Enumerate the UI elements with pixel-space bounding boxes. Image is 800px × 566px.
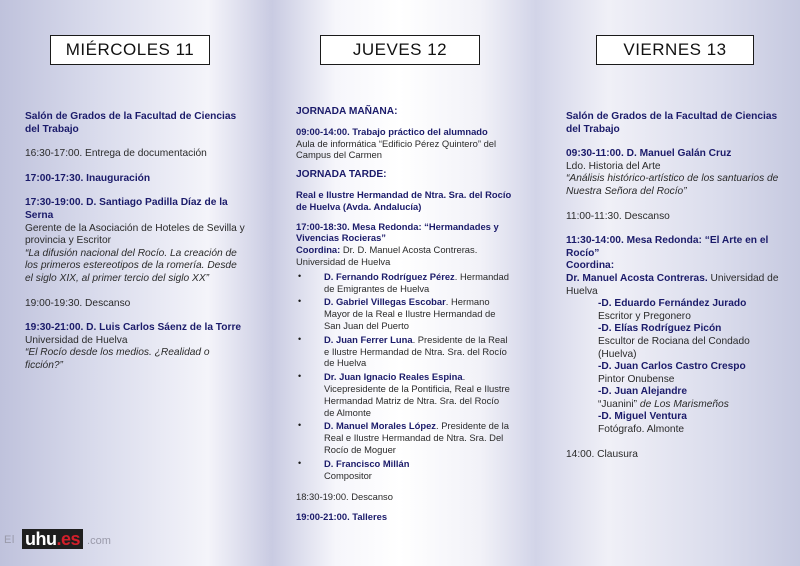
bullet-icon: • xyxy=(298,371,302,382)
afternoon-title: JORNADA TARDE: xyxy=(296,169,387,181)
panelist-desc-italic: de Los Marismeños xyxy=(637,398,729,410)
panelist-desc: Pintor Onubense xyxy=(598,373,675,385)
panelist-desc-row xyxy=(598,399,788,412)
event-talk-title: 17:30-19:00. D. Santiago Padilla Díaz de la Serna xyxy=(25,197,228,221)
header-friday-label: VIERNES 13 xyxy=(623,40,727,59)
round-table-coordinator xyxy=(296,244,512,268)
bullet-icon: • xyxy=(298,270,302,281)
event-speaker-desc: Ldo. Historia del Arte xyxy=(566,160,661,172)
event-speaker-desc: Gerente de la Asociación de Hoteles de Sevilla y provincia y Escritor xyxy=(25,222,245,247)
panelist-desc: Escritor y Pregonero xyxy=(598,310,691,322)
list-item xyxy=(296,420,512,455)
event-break: 19:00-19:30. Descanso xyxy=(25,297,131,309)
event-break: 11:00-11:30. Descanso xyxy=(566,210,670,222)
event-talk-title: 19:30-21:00. D. Luis Carlos Sáenz de la Torre xyxy=(25,322,242,334)
event-talk-name: “La difusión nacional del Rocío. La creación de los primeros estereotipos de la romería. Desde el siglo XIX, al primer tercio del siglo XX” xyxy=(25,247,237,284)
header-wednesday-label: MIÉRCOLES 11 xyxy=(65,40,195,59)
panelist-name: D. Gabriel Villegas Escobar xyxy=(324,296,446,308)
header-thursday-label: JUEVES 12 xyxy=(352,40,448,59)
event-talk-name: “Análisis histórico-artístico de los santuarios de Nuestra Señora del Rocío” xyxy=(566,173,779,197)
event-talk-name: “El Rocío desde los medios. ¿Realidad o ficción?” xyxy=(25,347,210,371)
bullet-icon: • xyxy=(298,457,302,468)
coordinator-text: Dr. D. Manuel Acosta Contreras. Universidad de Huelva xyxy=(296,244,478,267)
column-thursday xyxy=(296,106,512,523)
logo-watermark: El xyxy=(4,534,15,546)
venue: Real e Ilustre Hermandad de Ntra. Sra. del Rocío de Huelva (Avda. Andalucía) xyxy=(296,188,512,212)
panelist-name: -D. Elías Rodríguez Picón xyxy=(598,323,722,335)
panelist-desc: Escultor de Rociana del Condado (Huelva) xyxy=(598,335,750,360)
panelist-name: -D. Juan Carlos Castro Crespo xyxy=(598,361,746,373)
header-wednesday xyxy=(50,35,210,65)
panelist-desc: Compositor xyxy=(324,469,372,481)
list-item xyxy=(296,296,512,331)
event-speaker-desc: Universidad de Huelva xyxy=(25,334,128,346)
panelist-desc: . Hermandad de Emigrantes de Huelva xyxy=(324,270,509,294)
event-opening: 17:00-17:30. Inauguración xyxy=(25,172,151,184)
panelist-name: D. Francisco Millán xyxy=(324,457,410,469)
bullet-icon: • xyxy=(298,296,302,307)
panelist-name: -D. Juan Alejandre xyxy=(598,386,688,398)
header-friday xyxy=(596,35,754,65)
panelist-name: D. Juan Ferrer Luna xyxy=(324,333,413,345)
logo-uhu: uhu xyxy=(25,529,57,549)
logo-es: .es xyxy=(56,529,81,549)
event-registration: 16:30-17:00. Entrega de documentación xyxy=(25,148,207,160)
venue: Salón de Grados de la Facultad de Ciencias del Trabajo xyxy=(25,111,237,135)
panelist-desc: . Presidente de la Real e Ilustre Hermandad de Ntra. Sra. del Rocío de Huelva xyxy=(324,333,508,369)
header-thursday xyxy=(320,35,480,65)
panelist-name: Dr. Juan Ignacio Reales Espina xyxy=(324,371,463,383)
event-workshop-title: 09:00-14:00. Trabajo práctico del alumnado xyxy=(296,125,488,137)
coordinator-name: Dr. Manuel Acosta Contreras. xyxy=(566,272,708,284)
panelist-name: D. Fernando Rodríguez Pérez xyxy=(324,270,455,282)
list-item xyxy=(296,371,512,418)
event-break: 18:30-19:00. Descanso xyxy=(296,491,393,503)
list-item xyxy=(296,271,512,295)
panelist-desc: . Vicepresidente de la Pontificia, Real e Ilustre Hermandad Matriz de Ntra. Sra. del Rocío de Almonte xyxy=(324,371,510,418)
round-table-coordinator xyxy=(566,273,788,298)
panelist-desc: Fotógrafo. Almonte xyxy=(598,424,685,436)
coordinator-text: Universidad de Huelva xyxy=(566,272,779,297)
event-workshop-desc: Aula de informática “Edificio Pérez Quintero” del Campus del Carmen xyxy=(296,137,497,161)
round-table-title: 17:00-18:30. Mesa Redonda: “Hermandades y Vivencias Rocieras” xyxy=(296,220,499,244)
event-closing: 14:00. Clausura xyxy=(566,448,638,460)
panelist-name: -D. Miguel Ventura xyxy=(598,411,687,423)
panelist-name: D. Manuel Morales López xyxy=(324,420,436,432)
panelist-desc: . Presidente de la Real e Ilustre Hermandad de Ntra. Sra. Del Rocío de Moguer xyxy=(324,420,509,455)
column-friday xyxy=(566,111,788,461)
panelist-desc: . Hermano Mayor de la Real e Ilustre Hermandad de San Juan del Puerto xyxy=(324,296,496,331)
list-item xyxy=(296,334,512,369)
uhu-logo xyxy=(4,528,129,550)
morning-title: JORNADA MAÑANA: xyxy=(296,106,398,117)
column-wednesday xyxy=(25,111,247,373)
coordinator-label: Coordina: xyxy=(566,260,615,272)
coordinator-label: Coordina: xyxy=(296,244,341,256)
event-workshops: 19:00-21:00. Talleres xyxy=(296,511,388,523)
venue: Salón de Grados de la Facultad de Ciencias del Trabajo xyxy=(566,111,778,135)
round-table-title: 11:30-14:00. Mesa Redonda: “El Arte en el Rocío” xyxy=(566,235,769,259)
logo-domain: .com xyxy=(87,535,111,547)
panelist-name: -D. Eduardo Fernández Jurado xyxy=(598,298,747,310)
panelist-desc: “Juanini” xyxy=(598,398,638,410)
event-talk-title: 09:30-11:00. D. Manuel Galán Cruz xyxy=(566,148,732,160)
logo-mark xyxy=(22,529,83,549)
bullet-icon: • xyxy=(298,420,302,431)
bullet-icon: • xyxy=(298,333,302,344)
list-item xyxy=(296,458,512,482)
